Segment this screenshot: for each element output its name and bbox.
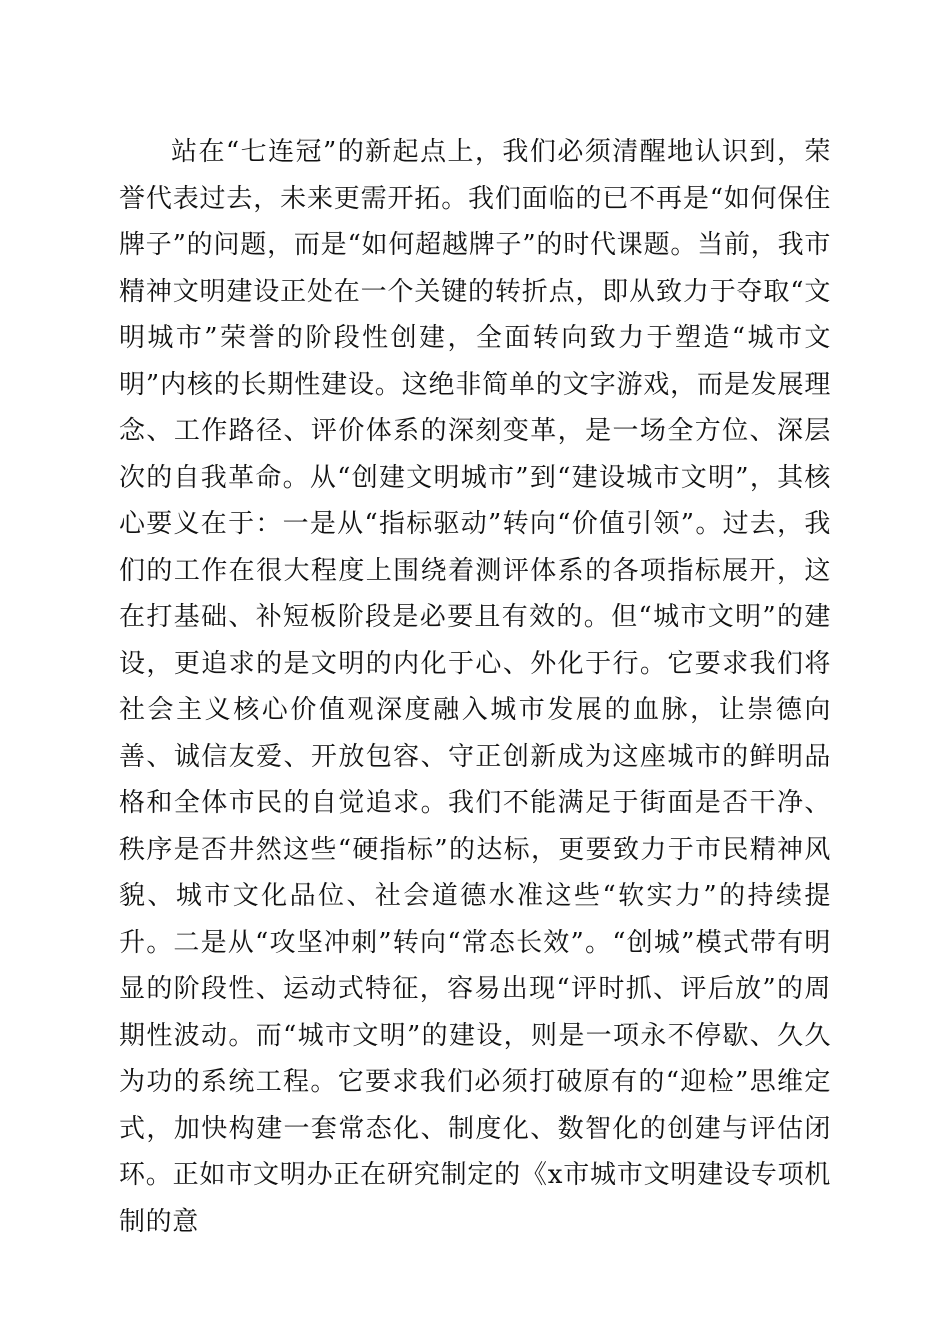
body-paragraph: 站在“七连冠”的新起点上，我们必须清醒地认识到，荣誉代表过去，未来更需开拓。我们面临的已不再是“如何保住牌子”的问题，而是“如何超越牌子”的时代课题。当前，我市精神文明建设正处在一个关键的转折点，即从致力于夺取“文明城市”荣誉的阶段性创建，全面转向致力于塑造“城市文明”内核的长期性建设。这绝非简单的文字游戏，而是发展理念、工作路径、评价体系的深刻变革，是一场全方位、深层次的自我革命。从“创建文明城市”到“建设城市文明”，其核心要义在于：一是从“指标驱动”转向“价值引领”。过去，我们的工作在很大程度上围绕着测评体系的各项指标展开，这在打基础、补短板阶段是必要且有效的。但“城市文明”的建设，更追求的是文明的内化于心、外化于行。它要求我们将社会主义核心价值观深度融入城市发展的血脉，让崇德向善、诚信友爱、开放包容、守正创新成为这座城市的鲜明品格和全体市民的自觉追求。我们不能满足于街面是否干净、秩序是否井然这些“硬指标”的达标，更要致力于市民精神风貌、城市文化品位、社会道德水准这些“软实力”的持续提升。二是从“攻坚冲刺”转向“常态长效”。“创城”模式带有明显的阶段性、运动式特征，容易出现“评时抓、评后放”的周期性波动。而“城市文明”的建设，则是一项永不停歇、久久为功的系统工程。它要求我们必须打破原有的“迎检”思维定式，加快构建一套常态化、制度化、数智化的创建与评估闭环。正如市文明办正在研究制定的《x市城市文明建设专项机制的意 bbox=[119, 137, 831, 1237]
